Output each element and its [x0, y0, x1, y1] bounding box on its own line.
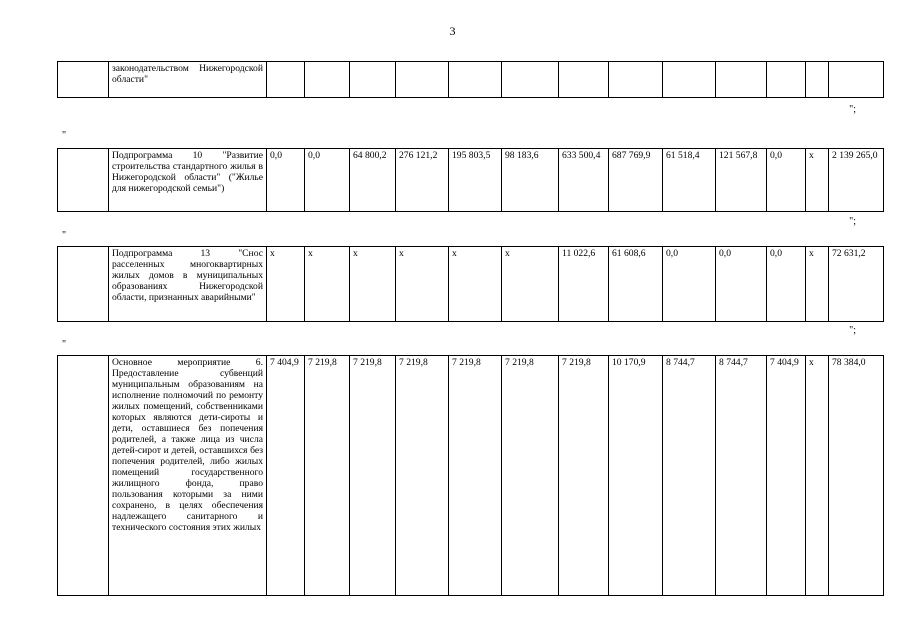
value-cell: 8 744,7: [663, 356, 716, 596]
value-cell: 98 183,6: [502, 149, 559, 212]
row-description: законодательством Нижегородской области": [109, 62, 267, 98]
value-cell: х: [350, 247, 396, 322]
table-row: [58, 62, 884, 98]
opening-quote: ": [62, 339, 67, 350]
value-cell: х: [267, 247, 305, 322]
value-cell: 687 769,9: [609, 149, 663, 212]
value-cell: 7 219,8: [305, 356, 350, 596]
value-cell: 121 567,8: [716, 149, 767, 212]
value-cell: [716, 62, 767, 98]
value-cell: 7 219,8: [449, 356, 502, 596]
value-cell: [396, 62, 449, 98]
value-cell: 7 404,9: [767, 356, 806, 596]
row-number-cell: [58, 62, 109, 98]
value-cell: 72 631,2: [829, 247, 884, 322]
value-cell: [502, 62, 559, 98]
value-cell: х: [806, 356, 829, 596]
value-cell: [305, 62, 350, 98]
value-cell: 0,0: [267, 149, 305, 212]
row-description: Основное мероприятие 6. Предоставление субвенций муниципальным образованиям на исполнение полномочий по ремонту жилых помещений, собственниками которых являются дети-сироты и дети, оставшиеся без попечения родителей, а также лица из числа детей-сирот и детей, оставшихся без попечения родителей, либо жилых помещений государственного жилищного фонда, право пользования которыми за ними сохранено, в целях обеспечения надлежащего санитарного и технического состояния этих жилых: [109, 356, 267, 596]
value-cell: 10 170,9: [609, 356, 663, 596]
value-cell: х: [449, 247, 502, 322]
value-cell: [829, 62, 884, 98]
value-cell: 0,0: [767, 149, 806, 212]
value-cell: [350, 62, 396, 98]
opening-quote: ": [62, 130, 67, 141]
row-description: Подпрограмма 10 "Развитие строительства стандартного жилья в Нижегородской области" ("Жилье для нижегородской семьи"): [109, 149, 267, 212]
value-cell: [767, 62, 806, 98]
value-cell: 7 219,8: [502, 356, 559, 596]
budget-table-fragment-4: [57, 355, 884, 596]
value-cell: [267, 62, 305, 98]
row-number-cell: [58, 247, 109, 322]
row-number-cell: [58, 149, 109, 212]
value-cell: х: [305, 247, 350, 322]
value-cell: 276 121,2: [396, 149, 449, 212]
value-cell: 0,0: [716, 247, 767, 322]
closing-quote: ";: [849, 216, 856, 227]
value-cell: [609, 62, 663, 98]
value-cell: х: [806, 149, 829, 212]
value-cell: 61 608,6: [609, 247, 663, 322]
budget-table-fragment-2: [57, 148, 884, 212]
value-cell: [559, 62, 609, 98]
value-cell: 633 500,4: [559, 149, 609, 212]
value-cell: 0,0: [767, 247, 806, 322]
value-cell: 7 219,8: [350, 356, 396, 596]
budget-table-fragment-3: [57, 246, 884, 322]
closing-quote: ";: [849, 325, 856, 336]
value-cell: 195 803,5: [449, 149, 502, 212]
value-cell: 2 139 265,0: [829, 149, 884, 212]
value-cell: 78 384,0: [829, 356, 884, 596]
row-number-cell: [58, 356, 109, 596]
opening-quote: ": [62, 230, 67, 241]
value-cell: х: [502, 247, 559, 322]
page-number: 3: [449, 24, 456, 38]
table-row: [58, 356, 884, 596]
value-cell: [663, 62, 716, 98]
table-row: [58, 247, 884, 322]
closing-quote: ";: [849, 104, 856, 115]
value-cell: х: [806, 247, 829, 322]
value-cell: [806, 62, 829, 98]
budget-table-fragment-1: [57, 61, 884, 98]
value-cell: 7 219,8: [396, 356, 449, 596]
value-cell: 61 518,4: [663, 149, 716, 212]
row-description: Подпрограмма 13 "Снос расселенных многоквартирных жилых домов в муниципальных образованиях Нижегородской области, признанных аварийными": [109, 247, 267, 322]
value-cell: 7 219,8: [559, 356, 609, 596]
value-cell: 0,0: [663, 247, 716, 322]
value-cell: 7 404,9: [267, 356, 305, 596]
value-cell: 8 744,7: [716, 356, 767, 596]
value-cell: [449, 62, 502, 98]
value-cell: 0,0: [305, 149, 350, 212]
table-row: [58, 149, 884, 212]
value-cell: 64 800,2: [350, 149, 396, 212]
value-cell: 11 022,6: [559, 247, 609, 322]
value-cell: х: [396, 247, 449, 322]
